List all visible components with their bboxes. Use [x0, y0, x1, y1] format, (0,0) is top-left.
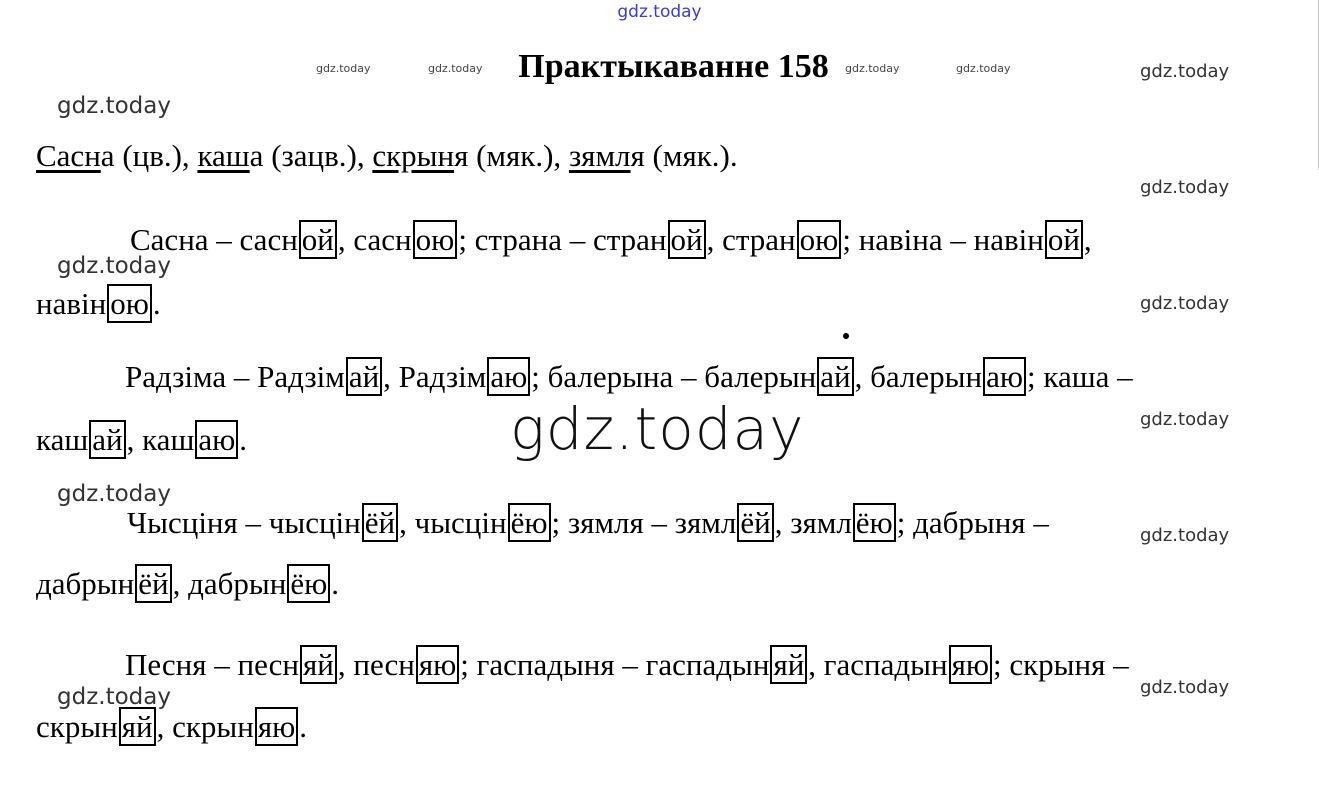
ending-box: ай	[817, 357, 853, 396]
paragraph-4-line-1: Песня – песн яй , песн яю ; гаспадыня – гаспадын яй , гаспадын яю ; скрыня –	[125, 647, 1129, 682]
ending-box: ёй	[362, 503, 398, 542]
watermark-left: gdz.today	[57, 684, 171, 710]
ending-box: ёй	[135, 564, 171, 603]
watermark-side: gdz.today	[1140, 677, 1230, 698]
watermark-side: gdz.today	[1140, 525, 1230, 546]
paragraph-2-line-1: Радзіма – Радзім ай , Радзім аю ; балерына – балерын ай , балерын аю ; каша –	[125, 359, 1133, 394]
paragraph-4-line-2: скрын яй , скрын яю .	[36, 709, 308, 744]
ending-box: аю	[195, 420, 238, 459]
ending-box: яю	[416, 645, 459, 684]
watermark-top: gdz.today	[617, 2, 702, 22]
ending-box: ай	[346, 357, 382, 396]
watermark-side: gdz.today	[1140, 61, 1230, 82]
watermark-side: gdz.today	[1140, 293, 1230, 314]
watermark-left: gdz.today	[57, 253, 171, 279]
watermark-side: gdz.today	[1140, 409, 1230, 430]
ending-box: ёю	[287, 564, 330, 603]
stray-dot	[843, 333, 849, 339]
ending-box: ою	[413, 220, 458, 259]
watermark-small: gdz.today	[956, 62, 1011, 75]
paragraph-3-line-2: дабрын ёй , дабрын ёю .	[36, 566, 339, 601]
ending-box: яй	[300, 645, 337, 684]
watermark-left: gdz.today	[57, 93, 171, 119]
watermark-small: gdz.today	[845, 62, 900, 75]
paragraph-1-line-2: навін ою .	[36, 286, 161, 321]
ending-box: ой	[668, 220, 706, 259]
ending-box: ёю	[508, 503, 551, 542]
page-title: Практыкаванне 158	[518, 48, 829, 85]
watermark-big: gdz.today	[510, 395, 805, 463]
answer-line-1: Сасна (цв.), каша (зацв.), скрыня (мяк.), зямля (мяк.).	[36, 138, 738, 173]
ending-box: ёю	[853, 503, 896, 542]
ending-box: ою	[797, 220, 842, 259]
paragraph-1-line-1: Сасна – сасн ой , сасн ою ; страна – стран ой , стран ою ; навіна – навін ой ,	[130, 222, 1092, 257]
ending-box: яю	[255, 707, 298, 746]
ending-box: ой	[299, 220, 337, 259]
ending-box: яй	[119, 707, 156, 746]
ending-box: яй	[770, 645, 807, 684]
ending-box: ай	[89, 420, 125, 459]
ending-box: аю	[983, 357, 1026, 396]
watermark-side: gdz.today	[1140, 177, 1230, 198]
watermark-small: gdz.today	[316, 62, 371, 75]
ending-box: ой	[1045, 220, 1083, 259]
ending-box: аю	[487, 357, 530, 396]
ending-box: ою	[107, 284, 152, 323]
ending-box: яю	[949, 645, 992, 684]
watermark-small: gdz.today	[428, 62, 483, 75]
paragraph-2-line-2: каш ай , каш аю .	[36, 422, 247, 457]
watermark-left: gdz.today	[57, 481, 171, 507]
ending-box: ёй	[737, 503, 773, 542]
paragraph-3-line-1: Чысціня – чысцін ёй , чысцін ёю ; зямля – зямл ёй , зямл ёю ; дабрыня –	[127, 505, 1049, 540]
